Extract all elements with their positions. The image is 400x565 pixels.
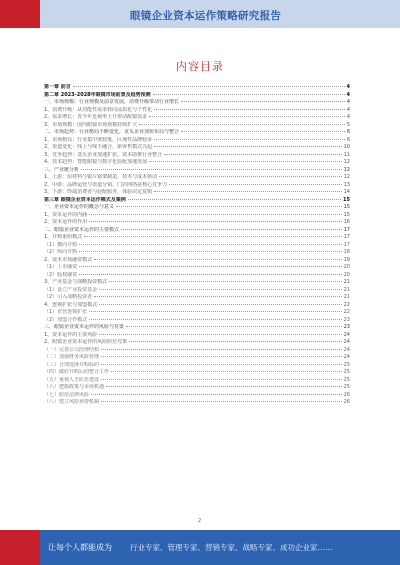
header-red-block bbox=[0, 0, 40, 28]
toc-entry-title: （一）完善公司治理结构 bbox=[44, 346, 100, 353]
toc-entry-title: 2、眼镜企业资本运作的风险防范对策 bbox=[44, 339, 128, 345]
toc-entry-title: 第二章 2023-2028年眼镜市场前景及趋势预测 bbox=[44, 91, 151, 98]
toc-leader-dots bbox=[79, 274, 341, 275]
toc-entry-title: 第一章 前言 bbox=[44, 84, 71, 90]
toc-entry[interactable] bbox=[44, 362, 350, 370]
toc-entry-page: 23 bbox=[343, 316, 350, 323]
toc-entry-page: 25 bbox=[343, 376, 350, 383]
toc-entry[interactable] bbox=[44, 182, 350, 190]
toc-entry[interactable] bbox=[44, 234, 350, 242]
toc-entry-page: 21 bbox=[343, 294, 350, 300]
toc-entry[interactable] bbox=[44, 152, 350, 160]
toc-entry-page: 19 bbox=[343, 256, 350, 263]
toc-entry[interactable] bbox=[44, 377, 350, 385]
toc-entry-page: 15 bbox=[343, 196, 350, 203]
toc-entry[interactable] bbox=[44, 257, 350, 265]
toc-entry[interactable] bbox=[44, 242, 350, 250]
toc-leader-dots bbox=[154, 191, 341, 192]
report-title: 眼镜企业资本运作策略研究报告 bbox=[130, 10, 282, 22]
toc-entry-page: 6 bbox=[346, 129, 350, 135]
toc-entry-page: 15 bbox=[343, 204, 350, 210]
toc-leader-dots bbox=[149, 161, 341, 162]
toc-entry-title: （七）防范法律风险 bbox=[44, 391, 90, 398]
toc-entry-title: 三、眼镜企业资本运作的风险与对策 bbox=[44, 324, 125, 330]
toc-entry-title: 1、市场格局：行业集中度较低，区域性品牌较多 bbox=[44, 136, 153, 143]
toc-leader-dots bbox=[94, 259, 341, 260]
toc-entry-page: 24 bbox=[343, 354, 350, 360]
toc-entry-page: 26 bbox=[343, 391, 350, 398]
toc-leader-dots bbox=[73, 86, 345, 87]
toc-leader-dots bbox=[154, 146, 341, 147]
toc-entry-page: 21 bbox=[343, 286, 350, 293]
toc-leader-dots bbox=[81, 169, 342, 170]
toc-leader-dots bbox=[129, 341, 341, 342]
toc-leader-dots bbox=[101, 349, 342, 350]
toc-entry[interactable] bbox=[44, 279, 350, 287]
toc-entry-page: 20 bbox=[343, 271, 350, 278]
toc-entry[interactable] bbox=[44, 167, 350, 175]
toc-leader-dots bbox=[181, 101, 345, 102]
toc-leader-dots bbox=[79, 244, 341, 245]
toc-entry[interactable] bbox=[44, 227, 350, 235]
toc-entry-title: 三、产业链分析 bbox=[44, 166, 80, 173]
toc-entry-title: 4、连锁扩张与加盟模式 bbox=[44, 301, 98, 308]
toc-entry-page: 11 bbox=[343, 151, 350, 158]
toc-entry-title: （2）股权融资 bbox=[44, 271, 78, 278]
toc-entry-title: （1）横向并购 bbox=[44, 241, 78, 248]
toc-entry-page: 17 bbox=[343, 234, 350, 240]
toc-entry-title: 二、市场趋势：行业格局不断变化，龙头企业加快布局与整合 bbox=[44, 129, 180, 135]
toc-entry-page: 12 bbox=[343, 159, 350, 165]
toc-entry-title: 3、产业基金与战略投资模式 bbox=[44, 279, 108, 285]
toc-entry-title: （二）加强财务风险管理 bbox=[44, 354, 100, 360]
footer-tagline: 行业专家、管理专家、营销专家、战略专家、成功企业家…… bbox=[130, 543, 333, 552]
toc-entry-title: 2、需求增长：青少年近视率上升带动配镜需求 bbox=[44, 114, 148, 120]
toc-entry-page: 16 bbox=[343, 219, 350, 225]
footer-red-block bbox=[0, 530, 40, 565]
toc-leader-dots bbox=[79, 251, 341, 252]
toc-leader-dots bbox=[116, 206, 342, 207]
toc-leader-dots bbox=[153, 94, 345, 95]
toc-title: 内容目录 bbox=[176, 60, 224, 73]
toc-entry-title: 1、资本运作的主要风险 bbox=[44, 331, 98, 338]
toc-leader-dots bbox=[101, 364, 342, 365]
toc-entry-page: 17 bbox=[343, 241, 350, 248]
toc-entry-title: （五）重视人才队伍建设 bbox=[44, 376, 100, 383]
toc-entry[interactable] bbox=[44, 294, 350, 302]
toc-entry-title: （1）上市融资 bbox=[44, 264, 78, 270]
toc-entry[interactable] bbox=[44, 114, 350, 122]
toc-entry-page: 12 bbox=[343, 166, 350, 173]
toc-entry-title: 二、眼镜企业资本运作的主要模式 bbox=[44, 226, 120, 233]
toc-entry[interactable] bbox=[44, 332, 350, 340]
toc-entry-page: 22 bbox=[343, 309, 350, 315]
toc-entry-title: 2、中游：品牌运营与渠道分销，门店网络是核心竞争力 bbox=[44, 181, 168, 188]
toc-entry[interactable] bbox=[44, 219, 350, 227]
toc-entry[interactable] bbox=[44, 369, 350, 377]
toc-entry[interactable] bbox=[44, 189, 350, 197]
toc-leader-dots bbox=[121, 229, 342, 230]
toc-entry-title: （四）做好并购后的整合工作 bbox=[44, 369, 110, 375]
toc-entry-page: 4 bbox=[346, 91, 350, 98]
toc-entry-title: 4、技术趋势：智能眼镜与数字化验配加速发展 bbox=[44, 159, 148, 165]
toc-leader-dots bbox=[89, 214, 341, 215]
toc-entry-title: （六）把握政策与市场机遇 bbox=[44, 384, 105, 390]
toc-entry[interactable] bbox=[44, 159, 350, 167]
toc-entry-title: 1、并购重组模式 bbox=[44, 234, 83, 240]
toc-entry-title: 1、资本运作的内涵 bbox=[44, 211, 88, 218]
toc-entry-page: 6 bbox=[346, 136, 350, 143]
toc-entry[interactable] bbox=[44, 317, 350, 325]
toc-entry-title: （2）引入战略投资者 bbox=[44, 294, 93, 300]
toc-entry[interactable] bbox=[44, 204, 350, 212]
toc-leader-dots bbox=[181, 131, 345, 132]
toc-entry-page: 24 bbox=[343, 346, 350, 353]
toc-entry[interactable] bbox=[44, 84, 350, 92]
toc-entry[interactable] bbox=[44, 107, 350, 115]
toc-entry-page: 4 bbox=[346, 114, 350, 120]
toc-entry[interactable] bbox=[44, 212, 350, 220]
toc-entry-page: 23 bbox=[343, 324, 350, 330]
toc-entry[interactable] bbox=[44, 129, 350, 137]
toc-entry-title: 3、竞争趋势：龙头企业加速扩张，资本助推行业整合 bbox=[44, 151, 163, 158]
toc-entry[interactable] bbox=[44, 272, 350, 280]
toc-leader-dots bbox=[89, 319, 341, 320]
toc-leader-dots bbox=[169, 184, 341, 185]
toc-leader-dots bbox=[91, 394, 342, 395]
toc-entry[interactable] bbox=[44, 144, 350, 152]
toc-entry-page: 20 bbox=[343, 264, 350, 270]
toc-entry-page: 13 bbox=[343, 181, 350, 188]
toc-leader-dots bbox=[89, 221, 341, 222]
toc-entry[interactable] bbox=[44, 264, 350, 272]
toc-leader-dots bbox=[89, 311, 341, 312]
toc-leader-dots bbox=[154, 109, 345, 110]
toc-leader-dots bbox=[149, 116, 345, 117]
toc-entry-title: 一、企业资本运作的概念与意义 bbox=[44, 204, 115, 210]
toc-entry-title: （1）设立产业投资基金 bbox=[44, 286, 98, 293]
toc-entry-title: （2）加盟合作模式 bbox=[44, 316, 88, 323]
toc-entry-title: 2、渠道变化：线上与线下融合，新零售模式兴起 bbox=[44, 144, 153, 150]
toc-entry-title: （八）建立风险预警机制 bbox=[44, 399, 100, 405]
table-of-contents bbox=[44, 84, 350, 407]
toc-entry[interactable] bbox=[44, 249, 350, 257]
toc-entry[interactable] bbox=[44, 384, 350, 392]
toc-entry-page: 25 bbox=[343, 384, 350, 390]
toc-entry-page: 17 bbox=[343, 226, 350, 233]
toc-leader-dots bbox=[99, 304, 341, 305]
footer-slogan: 让每个人都能成为 bbox=[48, 543, 112, 552]
toc-entry-page: 10 bbox=[343, 144, 350, 150]
toc-entry[interactable] bbox=[44, 302, 350, 310]
toc-entry[interactable] bbox=[44, 309, 350, 317]
toc-entry-title: 1、上游：原材料与镜片镜架制造，技术与成本驱动 bbox=[44, 174, 158, 180]
toc-entry-title: 一、市场规模：行业规模及前景发展，消费升级带动行业增长 bbox=[44, 99, 180, 105]
toc-entry[interactable] bbox=[44, 392, 350, 400]
toc-entry[interactable] bbox=[44, 122, 350, 130]
toc-leader-dots bbox=[94, 296, 341, 297]
toc-entry-title: 2、资本市场融资模式 bbox=[44, 256, 93, 263]
toc-entry[interactable] bbox=[44, 324, 350, 332]
toc-leader-dots bbox=[101, 356, 342, 357]
toc-entry-page: 4 bbox=[346, 84, 350, 90]
toc-leader-dots bbox=[111, 371, 342, 372]
toc-entry-page: 5 bbox=[346, 121, 350, 128]
toc-leader-dots bbox=[106, 386, 342, 387]
toc-leader-dots bbox=[164, 154, 341, 155]
toc-leader-dots bbox=[109, 281, 341, 282]
toc-entry-page: 4 bbox=[346, 99, 350, 105]
toc-entry[interactable] bbox=[44, 399, 350, 407]
toc-entry-title: 第三章 眼镜企业资本运作模式及案例 bbox=[44, 196, 126, 203]
toc-entry[interactable] bbox=[44, 287, 350, 295]
toc-entry[interactable] bbox=[44, 137, 350, 145]
toc-entry-page: 15 bbox=[343, 211, 350, 218]
toc-entry-title: 2、资本运作的作用 bbox=[44, 219, 88, 225]
toc-entry[interactable] bbox=[44, 174, 350, 182]
toc-entry-page: 14 bbox=[343, 189, 350, 195]
toc-entry-page: 26 bbox=[343, 399, 350, 405]
toc-leader-dots bbox=[79, 266, 341, 267]
toc-entry-page: 24 bbox=[343, 331, 350, 338]
toc-leader-dots bbox=[84, 236, 341, 237]
toc-entry[interactable] bbox=[44, 99, 350, 107]
toc-entry[interactable] bbox=[44, 92, 350, 100]
page-number: 2 bbox=[198, 518, 202, 524]
toc-leader-dots bbox=[139, 124, 345, 125]
toc-entry-title: （2）纵向并购 bbox=[44, 249, 78, 255]
toc-leader-dots bbox=[99, 334, 341, 335]
toc-leader-dots bbox=[128, 199, 341, 200]
toc-entry-title: （1）直营连锁扩张 bbox=[44, 309, 88, 315]
toc-leader-dots bbox=[126, 326, 342, 327]
toc-entry-title: 3、下游：终端消费者与验配服务，体验决定复购 bbox=[44, 189, 153, 195]
toc-entry-page: 12 bbox=[343, 174, 350, 180]
toc-leader-dots bbox=[101, 401, 342, 402]
toc-leader-dots bbox=[99, 289, 341, 290]
toc-entry-page: 4 bbox=[346, 106, 350, 113]
toc-entry[interactable] bbox=[44, 347, 350, 355]
toc-entry-page: 21 bbox=[343, 279, 350, 285]
toc-entry-page: 25 bbox=[343, 369, 350, 375]
toc-leader-dots bbox=[159, 176, 341, 177]
toc-entry[interactable] bbox=[44, 354, 350, 362]
toc-entry[interactable] bbox=[44, 197, 350, 205]
toc-entry-page: 24 bbox=[343, 339, 350, 345]
toc-entry[interactable] bbox=[44, 339, 350, 347]
toc-entry-page: 18 bbox=[343, 249, 350, 255]
toc-entry-title: 1、消费升级：从功能性需求转向品质化与个性化 bbox=[44, 106, 153, 113]
toc-entry-page: 25 bbox=[343, 361, 350, 368]
toc-leader-dots bbox=[154, 139, 345, 140]
toc-entry-title: 3、市场规模：国内眼镜市场规模持续扩大 bbox=[44, 121, 138, 128]
toc-entry-title: （三）合理选择并购标的 bbox=[44, 361, 100, 368]
toc-entry-page: 22 bbox=[343, 301, 350, 308]
toc-leader-dots bbox=[101, 379, 342, 380]
